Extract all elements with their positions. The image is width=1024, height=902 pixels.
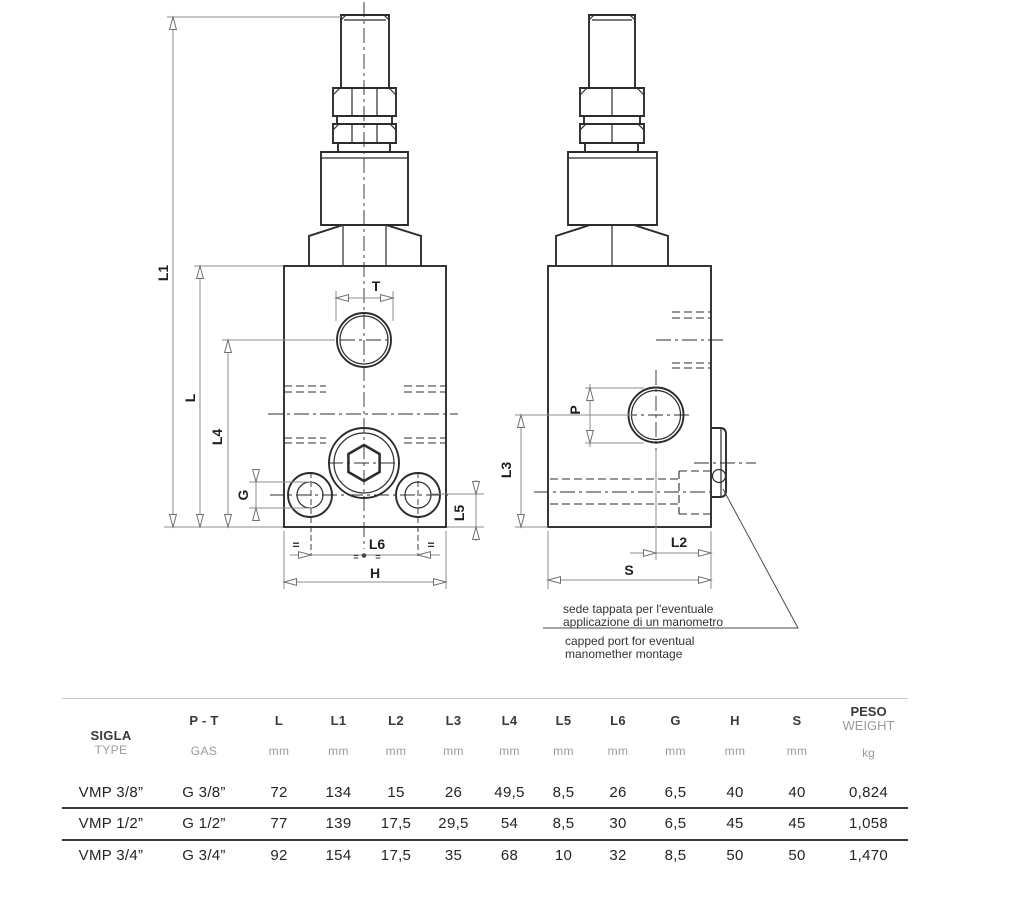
table-cell: G 3/4”: [182, 846, 226, 864]
table-cell: 35: [444, 846, 463, 864]
callout-note: [543, 489, 798, 661]
table-cell: 134: [325, 783, 352, 801]
table-cell: 0,824: [848, 783, 889, 801]
col-header-l4: L4 mm: [499, 713, 520, 758]
col-header-l: L mm: [268, 713, 290, 758]
dim-label-l5: L5: [451, 504, 467, 522]
table-cell: 92: [270, 846, 288, 864]
table-cell: 139: [325, 814, 352, 832]
table-row-separator: [62, 807, 908, 809]
dim-label-s: S: [624, 562, 634, 578]
table-cell: 77: [270, 814, 288, 832]
col-header-l5: L5 mm: [553, 713, 574, 758]
dim-label-l2: L2: [670, 534, 688, 550]
table-cell: VMP 3/4”: [78, 846, 144, 864]
col-header-h: H mm: [724, 713, 746, 758]
table-cell: 8,5: [664, 846, 687, 864]
table-cell: VMP 3/8”: [78, 783, 144, 801]
table-cell: 8,5: [552, 814, 575, 832]
col-header-peso: PESO WEIGHT kg: [842, 704, 895, 760]
col-header-sigla: SIGLA TYPE: [90, 728, 132, 757]
table-cell: 68: [500, 846, 519, 864]
table-cell: 50: [788, 846, 806, 864]
col-header-s: S mm: [786, 713, 808, 758]
table-cell: 6,5: [664, 783, 687, 801]
table-cell: 50: [726, 846, 744, 864]
table-row-separator: [62, 839, 908, 841]
dim-label-h: H: [369, 565, 381, 581]
note-italian-line2: applicazione di un manometro: [563, 615, 724, 629]
table-cell: 10: [554, 846, 573, 864]
table-cell: 32: [609, 846, 627, 864]
dim-label-l3: L3: [498, 461, 514, 479]
dim-label-t: T: [371, 278, 381, 294]
dim-label-l4: L4: [209, 428, 225, 446]
table-cell: 72: [270, 783, 288, 801]
dim-label-g: G: [235, 489, 251, 501]
table-cell: G 3/8”: [182, 783, 226, 801]
table-cell: 30: [609, 814, 627, 832]
table-cell: 49,5: [494, 783, 525, 801]
table-cell: 45: [788, 814, 806, 832]
table-cell: 15: [387, 783, 405, 801]
table-cell: 40: [788, 783, 806, 801]
equal-mark: =: [292, 538, 300, 552]
col-header-l3: L3 mm: [443, 713, 464, 758]
note-english-line2: manomether montage: [565, 647, 683, 661]
table-cell: 26: [444, 783, 463, 801]
table-cell: 8,5: [552, 783, 575, 801]
front-view: [268, 2, 458, 556]
dim-label-l6: L6: [368, 536, 386, 552]
table-cell: VMP 1/2”: [78, 814, 144, 832]
col-header-g: G mm: [665, 713, 686, 758]
col-header-pt: P - T GAS: [189, 713, 219, 758]
table-cell: 45: [726, 814, 744, 832]
table-cell: 17,5: [380, 846, 412, 864]
table-cell: 40: [726, 783, 744, 801]
table-cell: 54: [500, 814, 519, 832]
col-header-l2: L2 mm: [385, 713, 407, 758]
dim-label-l1: L1: [155, 264, 171, 282]
table-cell: 1,058: [848, 814, 889, 832]
col-header-l1: L1 mm: [328, 713, 349, 758]
table-cell: 154: [325, 846, 352, 864]
note-english-line1: capped port for eventual: [565, 634, 695, 648]
table-cell: 6,5: [664, 814, 687, 832]
dimension-table: [62, 698, 908, 873]
table-cell: 17,5: [380, 814, 412, 832]
table-cell: 26: [609, 783, 627, 801]
table-cell: G 1/2”: [182, 814, 226, 832]
equal-mark: =: [427, 538, 435, 552]
equal-mark-small: =: [375, 552, 381, 562]
col-header-l6: L6 mm: [607, 713, 629, 758]
table-cell: 1,470: [848, 846, 889, 864]
side-view: [534, 15, 756, 527]
table-cell: 29,5: [438, 814, 469, 832]
dim-label-p: P: [567, 405, 583, 415]
equal-mark-small: =: [353, 552, 359, 562]
note-italian-line1: sede tappata per l'eventuale: [563, 602, 714, 616]
dim-label-l: L: [182, 393, 198, 403]
